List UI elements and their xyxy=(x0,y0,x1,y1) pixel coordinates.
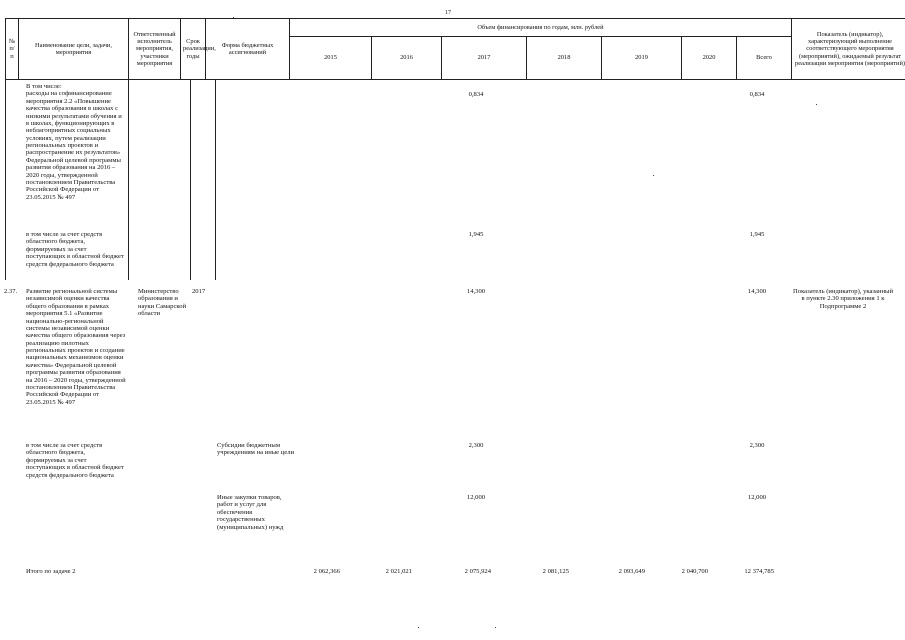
row-5-form: Иные закупки товаров, работ и услуг для обеспечения государственных (муниципальных) нужд xyxy=(217,494,284,531)
header-year-2017: 2017 xyxy=(442,37,527,80)
header-year-2018: 2018 xyxy=(527,37,602,80)
row-5-2017: 12,000 xyxy=(466,494,486,501)
row-3-name: Развитие региональной системы независимой оценки качества общего образования в рамках мероприятия 5.1 «Развитие национально-региональной системы независимой оценки качества общего образования через реализацию пилотных региональных проектов и создание национальных механизмов оценки качества» Федеральной целевой программы развития образования на 2016 – 2020 годы, утвержденной постановлением Правительства Российской Федерации от 23.05.2015 № 497 xyxy=(26,288,126,406)
row-4-name: в том числе за счет средств областного бюджета, формируемых за счет поступающих в областной бюджет средств федерального бюджета xyxy=(26,442,124,479)
table-header xyxy=(5,18,905,80)
row-1-name: В том числе: расходы на софинансирование мероприятия 2.2 «Повышение качества образования в школах с низкими результатами обучения и в школах, функционирующих в неблагоприятных социальных условиях, путем реализации региональных проектов и распространение их результатов» Федеральной целевой программы развития образования на 2016 – 2020 годы, утвержденной постановлением Правительства Российской Федерации от 23.05.2015 № 497 xyxy=(26,83,122,201)
header-name: Наименование цели, задачи, мероприятия xyxy=(19,19,129,80)
scan-speck xyxy=(418,627,419,628)
scan-speck xyxy=(816,104,817,105)
header-year-2019: 2019 xyxy=(602,37,682,80)
total-row-2018: 2 081,125 xyxy=(542,568,569,575)
total-row-total: 12 374,785 xyxy=(744,568,774,575)
header-num: № п/п xyxy=(6,19,19,80)
header-year-2015: 2015 xyxy=(290,37,372,80)
total-row-2015: 2 062,366 xyxy=(313,568,340,575)
border-line xyxy=(128,80,129,280)
row-3-2017: 14,300 xyxy=(466,288,486,295)
row-4-2017: 2,300 xyxy=(468,442,484,449)
border-line xyxy=(190,80,191,280)
header-year-2016: 2016 xyxy=(372,37,442,80)
header-indicator: Показатель (индикатор), характеризующий выполнение соответствующего мероприятия (мероприятий), ожидаемый результат реализации мероприятия (мероприятий) xyxy=(792,19,905,80)
row-3-indicator: Показатель (индикатор), указанный в пункте 2.30 приложения 1 к Подпрограмме 2 xyxy=(793,288,893,310)
row-2-total: 1,945 xyxy=(749,231,765,238)
total-row-2017: 2 075,924 xyxy=(464,568,491,575)
header-form: Форма бюджетных ассигнований xyxy=(206,19,290,80)
total-row-2020: 2 040,700 xyxy=(681,568,708,575)
scan-speck xyxy=(233,17,234,18)
header-volume: Объем финансирования по годам, млн. рублей xyxy=(290,19,792,37)
row-3-responsible: Министерство образования и науки Самарской области xyxy=(138,288,187,318)
scan-speck xyxy=(653,175,654,176)
header-term: Срок реализации, годы xyxy=(181,19,206,80)
scan-speck xyxy=(495,627,496,628)
page-number: 17 xyxy=(445,10,451,16)
total-row-2016: 2 021,021 xyxy=(385,568,412,575)
border-line xyxy=(215,80,216,280)
row-1-total: 0,834 xyxy=(749,91,765,98)
row-3-term: 2017 xyxy=(192,288,206,295)
total-row-label: Итого по задаче 2 xyxy=(26,568,76,575)
header-responsible: Ответственный исполнитель мероприятия, участники мероприятия xyxy=(129,19,181,80)
row-4-total: 2,300 xyxy=(749,442,765,449)
row-2-name: в том числе за счет средств областного бюджета, формируемых за счет поступающих в областной бюджет средств федерального бюджета xyxy=(26,231,124,268)
row-1-2017: 0,834 xyxy=(468,91,484,98)
total-row-2019: 2 093,649 xyxy=(618,568,645,575)
row-3-num: 2.37. xyxy=(4,288,18,295)
row-4-form: Субсидии бюджетным учреждениям на иные цели xyxy=(217,442,295,457)
header-year-total: Всего xyxy=(737,37,792,80)
row-2-2017: 1,945 xyxy=(468,231,484,238)
header-year-2020: 2020 xyxy=(682,37,737,80)
border-line xyxy=(5,80,6,280)
row-3-total: 14,300 xyxy=(747,288,767,295)
row-5-total: 12,000 xyxy=(747,494,767,501)
